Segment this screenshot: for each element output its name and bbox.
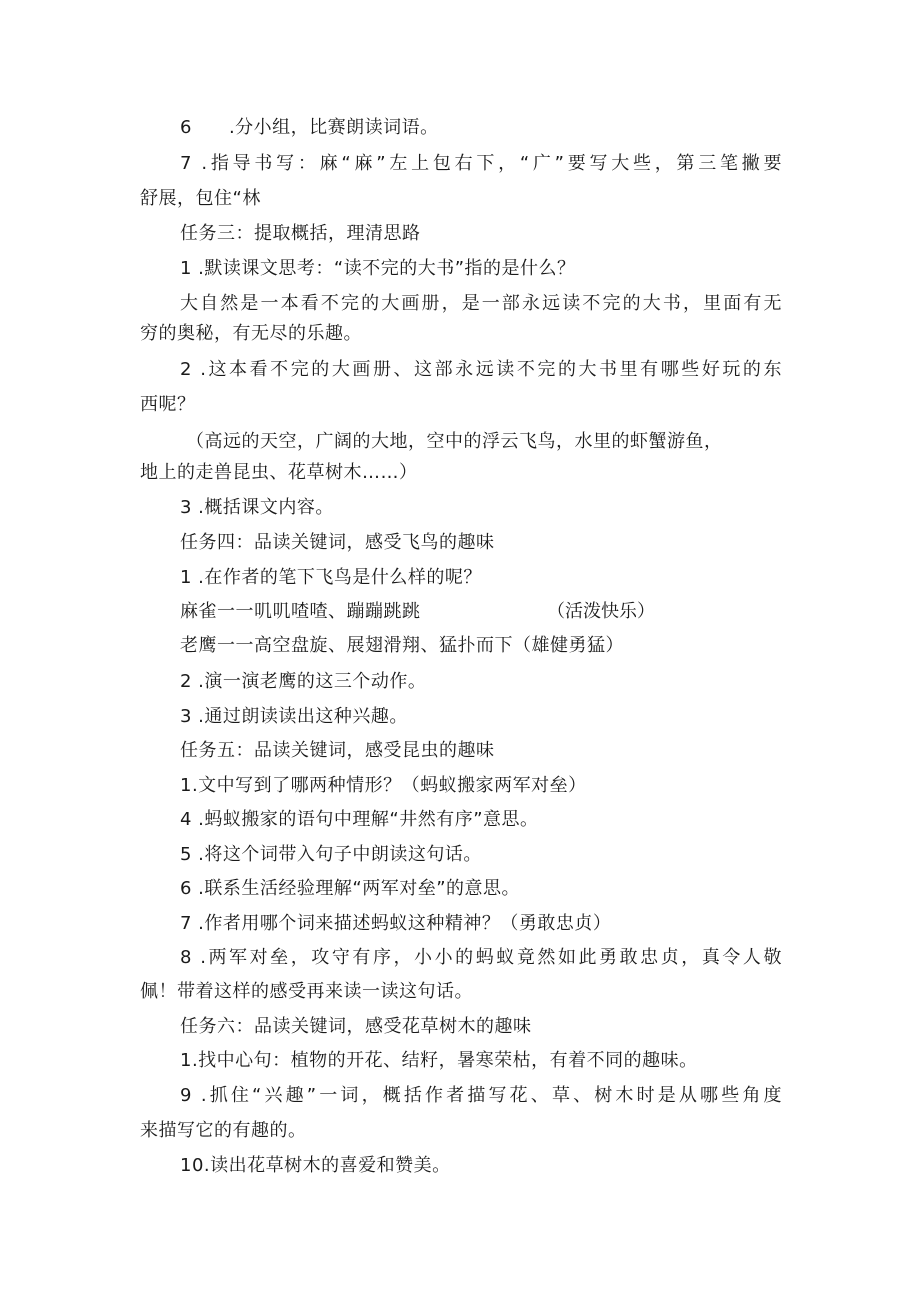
text-line: 1.文中写到了哪两种情形？（蚂蚁搬家两军对垒） <box>180 775 587 796</box>
text-line: 6 .联系生活经验理解“两军对垒”的意思。 <box>180 878 521 899</box>
text-line: 9 .抓住“兴趣”一词，概括作者描写花、草、树木时是从哪些角度 <box>180 1085 782 1106</box>
text-line: 3 .通过朗读读出这种兴趣。 <box>180 706 408 727</box>
text-line: 3 .概括课文内容。 <box>180 497 334 518</box>
text-line: 1 .默读课文思考：“读不完的大书”指的是什么？ <box>180 258 576 279</box>
text-line: 穷的奥秘，有无尽的乐趣。 <box>140 323 362 344</box>
text-line: 2 .这本看不完的大画册、这部永远读不完的大书里有哪些好玩的东 <box>180 359 782 380</box>
text-aside: （活泼快乐） <box>547 601 655 622</box>
text-line: 麻雀一一叽叽喳喳、蹦蹦跳跳 <box>180 601 421 622</box>
text-line: 1.找中心句：植物的开花、结籽，暑寒荣枯，有着不同的趣味。 <box>180 1050 698 1071</box>
section-heading: 任务五：品读关键词，感受昆虫的趣味 <box>180 740 495 761</box>
text-line: 10.读出花草树木的喜爱和赞美。 <box>180 1155 451 1176</box>
text-line: （高远的天空，广阔的大地，空中的浮云飞鸟，水里的虾蟹游鱼， <box>186 431 723 452</box>
text-line: 1 .在作者的笔下飞鸟是什么样的呢？ <box>180 567 482 588</box>
text-line: 地上的走兽昆虫、花草树木……） <box>140 462 418 483</box>
section-heading: 任务三：提取概括，理清思路 <box>180 223 421 244</box>
text-line: 佩！带着这样的感受再来读一读这句话。 <box>140 981 473 1002</box>
text-line: 7 .指导书写：麻“麻”左上包右下，“广”要写大些，第三笔撇要 <box>180 153 782 174</box>
text-line: 大自然是一本看不完的大画册，是一部永远读不完的大书，里面有无 <box>180 293 782 314</box>
text-line: 4 .蚂蚁搬家的语句中理解“井然有序”意思。 <box>180 809 539 830</box>
text-line: 7 .作者用哪个词来描述蚂蚁这种精神？（勇敢忠贞） <box>180 913 612 934</box>
section-heading: 任务六：品读关键词，感受花草树木的趣味 <box>180 1016 532 1037</box>
text-line: 舒展，包住“林 <box>140 188 261 209</box>
text-line: 老鹰一一高空盘旋、展翅滑翔、猛扑而下（雄健勇猛） <box>180 635 624 656</box>
text-line: 6 .分小组，比赛朗读词语。 <box>180 117 439 138</box>
text-line: 2 .演一演老鹰的这三个动作。 <box>180 671 427 692</box>
text-line: 5 .将这个词带入句子中朗读这句话。 <box>180 844 482 865</box>
section-heading: 任务四：品读关键词，感受飞鸟的趣味 <box>180 532 495 553</box>
text-line: 8 .两军对垒，攻守有序，小小的蚂蚁竟然如此勇敢忠贞，真令人敬 <box>180 947 782 968</box>
text-line: 西呢？ <box>140 394 196 415</box>
text-line: 来描写它的有趣的。 <box>140 1120 307 1141</box>
